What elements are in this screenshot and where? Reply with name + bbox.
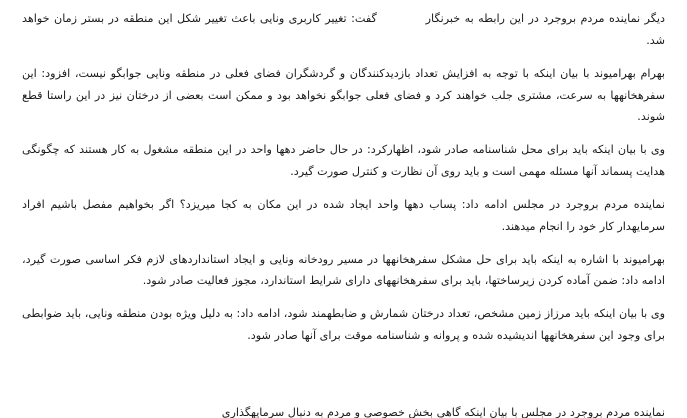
paragraph-1-text-after: گفت: تغییر کاربری ونایی باعث تغییر شکل این منطقه در بستر زمان خواهد شد. (22, 12, 665, 47)
paragraph-1-text-before: دیگر نماینده مردم بروجرد در این رابطه به خبرنگار (425, 12, 666, 25)
paragraph-5: بهرامیوند با اشاره به اینکه باید برای حل مشکل سفرهخانهها در مسیر رودخانه ونایی و ایجاد استانداردهای لازم فکر اساسی صورت گیرد، ادامه داد: ضمن آماده کردن زیرساختها، باید برای سفرهخانههای دارای شرایط استاندارد، مجوز فعالیت صادر شود. (22, 252, 665, 288)
paragraph-4: نماینده مردم بروجرد در مجلس ادامه داد: پساب دهها واحد ایجاد شده در این مکان به کجا میریزد؟ اگر بخواهیم مفصل باشیم افراد سرمایهدار کار خود را انجام میدهند. (22, 197, 665, 233)
clipped-paragraph-text: نماینده مردم بروجرد در مجلس با بیان اینکه گاهی بخش خصوصی و مردم به دنبال سرمایهگذاری (221, 406, 665, 418)
clipped-paragraph (22, 406, 665, 418)
paragraph-2: بهرام بهرامیوند با بیان اینکه با توجه به افزایش تعداد بازدیدکنندگان و گردشگران فضای فعلی در منطقه ونایی جوابگو نیست، افزود: این سفرهخانهها به سرعت، مشتری جلب خواهند کرد و فضای فعلی جوابگو نخواهد بود و ممکن است بعضی از درختان نیز در این راستا قطع شوند. (22, 66, 665, 124)
paragraph-3: وی با بیان اینکه باید برای محل شناسنامه صادر شود، اظهارکرد: در حال حاضر دهها واحد در این منطقه مشغول به کار هستند که چگونگی هدایت پسماند آنها مسئله مهمی است و باید روی آن نظارت و کنترل صورت گیرد. (22, 143, 665, 179)
paragraph-1 (22, 8, 665, 52)
redaction-block (384, 15, 418, 24)
paragraph-6: وی با بیان اینکه باید مرزاز زمین مشخص، تعداد درختان شمارش و ضابطهمند شود، ادامه داد: به دلیل ویژه بودن منطقه ونایی، باید ضوابطی برای وجود این سفرهخانهها اندیشیده شده و پروانه و شناسنامه موقت برای آنها صادر شود. (22, 307, 665, 343)
